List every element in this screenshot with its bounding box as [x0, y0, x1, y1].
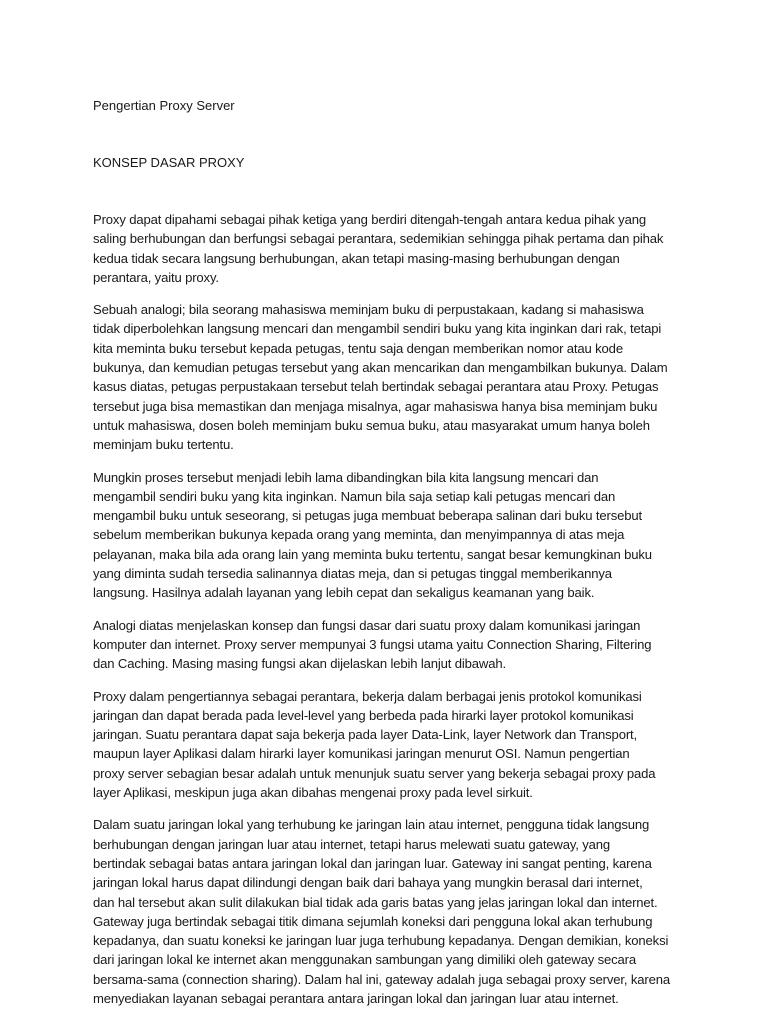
paragraph-line: untuk mahasiswa, dosen boleh meminjam buku semua buku, atau masyarakat umum hanya boleh — [93, 417, 650, 433]
paragraph-line: menyediakan layanan sebagai perantara antara jaringan lokal dan jaringan luar atau internet. — [93, 990, 619, 1006]
paragraph-line: tersebut juga bisa memastikan dan menjaga misalnya, agar mahasiswa hanya bisa meminjam buku — [93, 398, 658, 414]
paragraph-line: kedua tidak secara langsung berhubungan, akan tetapi masing-masing berhubungan dengan — [93, 250, 620, 266]
paragraph-line: pelayanan, maka bila ada orang lain yang meminta buku tertentu, sangat besar kemungkinan buku — [93, 546, 652, 562]
paragraph-line: Proxy dapat dipahami sebagai pihak ketiga yang berdiri ditengah-tengah antara kedua pihak yang — [93, 212, 646, 227]
paragraph-line: Proxy dalam pengertiannya sebagai perantara, bekerja dalam berbagai jenis protokol komunikasi — [93, 688, 642, 704]
paragraph-line: bukunya, dan kemudian petugas tersebut yang akan mencarikan dan mengambilkan bukunya. Dalam — [93, 360, 668, 376]
paragraph — [93, 468, 676, 603]
paragraph-line: yang diminta sudah tersedia salinannya diatas meja, dan si petugas tinggal memberikannya — [93, 566, 612, 582]
paragraph-line: proxy server sebagian besar adalah untuk menunjuk suatu server yang bekerja sebagai proxy pada — [93, 765, 656, 781]
paragraph-line: jaringan lokal harus dapat dilindungi dengan baik dari bahaya yang mungkin berasal dari internet, — [93, 875, 643, 891]
paragraph-line: berhubungan dengan jaringan luar atau internet, tetapi harus melewati suatu gateway, yang — [93, 836, 611, 852]
paragraph-line: Mungkin proses tersebut menjadi lebih lama dibandingkan bila kita langsung mencari dan — [93, 469, 599, 485]
paragraph-line: Analogi diatas menjelaskan konsep dan fungsi dasar dari suatu proxy dalam komunikasi jaringan — [93, 617, 641, 633]
paragraph-line: kita meminta buku tersebut kepada petugas, tentu saja dengan memberikan nomor atau kode — [93, 340, 623, 356]
paragraph — [93, 815, 676, 1008]
paragraph — [93, 300, 676, 454]
document-body — [93, 210, 676, 1008]
paragraph-line: langsung. Hasilnya adalah layanan yang lebih cepat dan sekaligus keamanan yang baik. — [93, 585, 595, 601]
paragraph — [93, 616, 676, 674]
paragraph-line: tidak diperbolehkan langsung mencari dan mengambil sendiri buku yang kita inginkan dari rak, tetapi — [93, 321, 662, 337]
paragraph-line: layer Aplikasi, meskipun juga akan dibahas mengenai proxy pada level sirkuit. — [93, 785, 533, 801]
paragraph-line: bersama-sama (connection sharing). Dalam hal ini, gateway adalah juga sebagai proxy server, karena — [93, 971, 671, 987]
section-heading: KONSEP DASAR PROXY — [93, 155, 245, 170]
paragraph-line: kepadanya, dan suatu koneksi ke jaringan luar juga terhubung kepadanya. Dengan demikian, koneksi — [93, 933, 669, 949]
paragraph-line: jaringan dan dapat berada pada level-level yang berbeda pada hirarki layer protokol komunikasi — [93, 707, 634, 723]
paragraph-line: mengambil buku untuk seseorang, si petugas juga membuat beberapa salinan dari buku tersebut — [93, 508, 643, 524]
paragraph — [93, 210, 676, 287]
paragraph-line: Sebuah analogi; bila seorang mahasiswa meminjam buku di perpustakaan, kadang si mahasiswa — [93, 302, 644, 318]
paragraph-line: dari jaringan lokal ke internet akan menggunakan sambungan yang dimiliki oleh gateway secara — [93, 952, 637, 968]
paragraph-line: Gateway juga bertindak sebagai titik dimana sejumlah koneksi dari pengguna lokal akan terhubung — [93, 913, 653, 929]
paragraph-line: sebelum memberikan bukunya kepada orang yang meminta, dan menyimpannya di atas meja — [93, 527, 625, 543]
paragraph-line: jaringan. Suatu perantara dapat saja bekerja pada layer Data-Link, layer Network dan Transport, — [93, 727, 638, 743]
document-title: Pengertian Proxy Server — [93, 98, 235, 113]
paragraph-line: meminjam buku tertentu. — [93, 437, 234, 453]
paragraph-line: perantara, yaitu proxy. — [93, 269, 219, 285]
paragraph-line: saling berhubungan dan berfungsi sebagai perantara, sedemikian sehingga pihak pertama dan pihak — [93, 231, 664, 247]
paragraph — [93, 687, 676, 803]
paragraph-line: kasus diatas, petugas perpustakaan tersebut telah bertindak sebagai perantara atau Proxy. Petugas — [93, 379, 659, 395]
paragraph-line: dan Caching. Masing masing fungsi akan dijelaskan lebih lanjut dibawah. — [93, 656, 506, 672]
paragraph-line: maupun layer Aplikasi dalam hirarki layer komunikasi jaringan menurut OSI. Namun pengertian — [93, 746, 630, 762]
paragraph-line: bertindak sebagai batas antara jaringan lokal dan jaringan luar. Gateway ini sangat penting, karena — [93, 855, 652, 871]
paragraph-line: komputer dan internet. Proxy server mempunyai 3 fungsi utama yaitu Connection Sharing, Filtering — [93, 636, 652, 652]
paragraph-line: Dalam suatu jaringan lokal yang terhubung ke jaringan lain atau internet, pengguna tidak langsung — [93, 817, 650, 833]
paragraph-line: dan hal tersebut akan sulit dilakukan bial tidak ada garis batas yang jelas jaringan lokal dan internet. — [93, 894, 658, 910]
paragraph-line: mengambil sendiri buku yang kita inginkan. Namun bila saja setiap kali petugas mencari dan — [93, 488, 616, 504]
